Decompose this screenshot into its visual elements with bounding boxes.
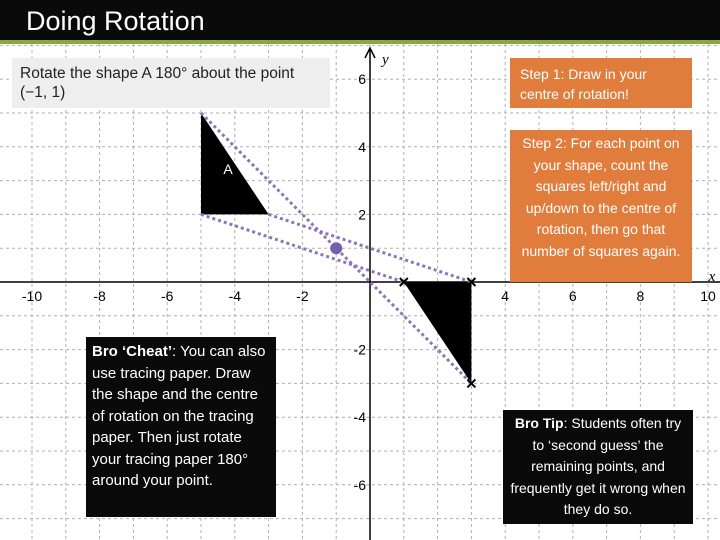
y-tick-label: -4 — [353, 409, 366, 426]
step1-label: Step 1 — [520, 66, 561, 82]
step2-box — [510, 130, 692, 282]
y-tick-label: -6 — [353, 476, 366, 493]
x-axis-label: x — [708, 269, 716, 285]
title-bar — [0, 0, 720, 44]
x-tick-label: 4 — [501, 288, 510, 304]
question-text: Rotate the shape A 180° about the point — [20, 65, 295, 82]
cheat-text: : You can also use tracing paper. Draw the shape and the centre of rotation on the tracing paper. Then just rotate your tracing paper 180° around your point. — [92, 343, 266, 489]
x-tick-label: -2 — [296, 288, 309, 304]
y-tick-label: -2 — [353, 341, 366, 358]
x-tick-label: -6 — [160, 288, 174, 304]
shape-a-label: A — [223, 160, 233, 177]
x-tick-label: 8 — [636, 288, 645, 304]
step2-label: Step 2 — [522, 135, 563, 151]
step1-text: : Draw in your centre of rotation! — [520, 66, 647, 102]
tip-box — [503, 410, 693, 524]
centre-of-rotation-point — [330, 242, 342, 254]
y-tick-label: 4 — [358, 138, 366, 155]
cheat-box — [86, 337, 276, 517]
x-tick-label: 6 — [568, 288, 577, 304]
slide-title: Doing Rotation — [26, 6, 205, 36]
step2-text: : For each point on your shape, count the squares left/right and up/down to the centre of rotation, then go that number of squares again. — [521, 135, 681, 259]
step1-box — [510, 58, 692, 108]
tip-text: : Students often try to ‘second guess’ the remaining points, and frequently get it wrong when they do so. — [510, 415, 686, 517]
cheat-label: Bro ‘Cheat’ — [92, 343, 173, 360]
y-axis-label: y — [382, 52, 389, 68]
y-tick-label: 6 — [358, 71, 366, 88]
x-tick-label: 10 — [700, 288, 716, 304]
x-tick-label: -10 — [21, 288, 43, 304]
tip-label: Bro Tip — [514, 415, 564, 431]
y-tick-label: 2 — [358, 206, 366, 223]
question-box — [12, 58, 330, 108]
x-tick-label: -8 — [93, 288, 106, 304]
question-point: (−1, 1) — [20, 84, 66, 101]
x-tick-label: -4 — [228, 288, 242, 304]
